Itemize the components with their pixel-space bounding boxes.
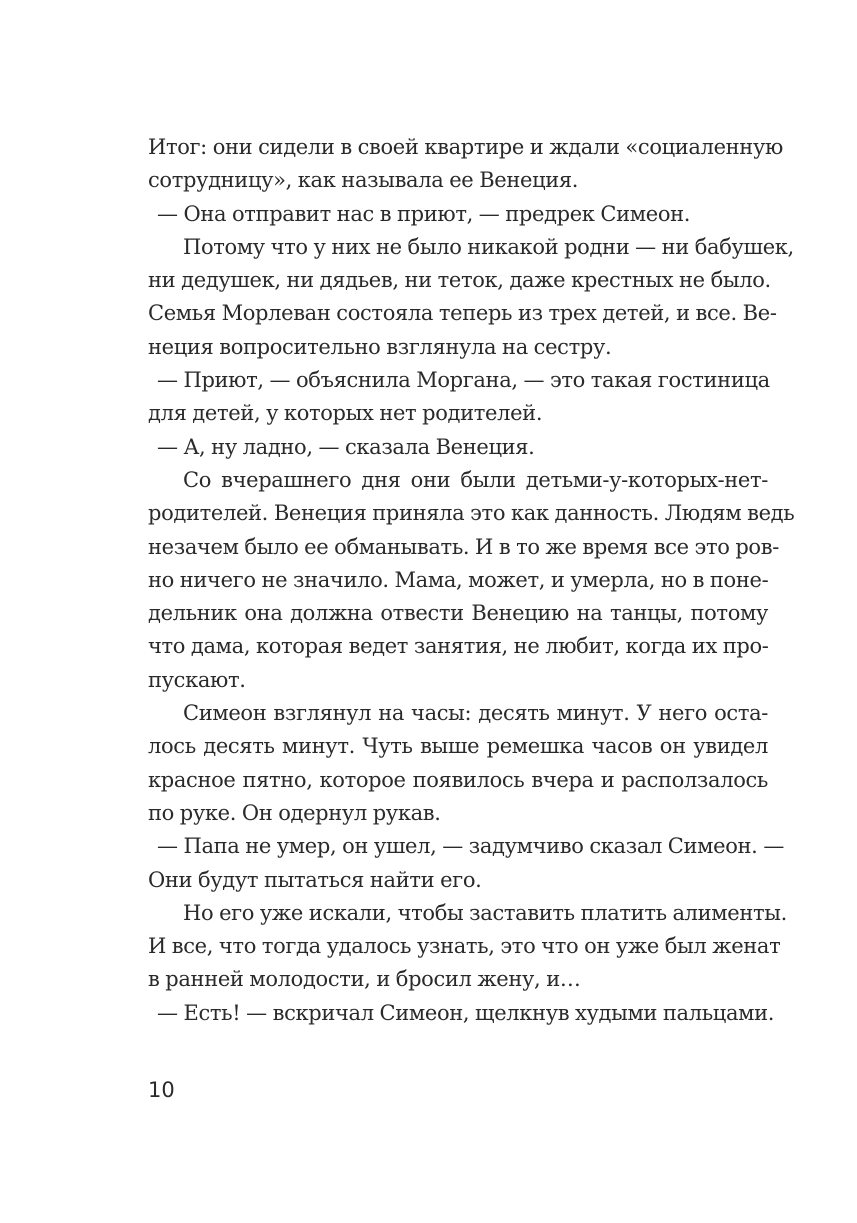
dialogue-line: — Папа не умер, он ушел, — задумчиво сказал Симеон. — [157,834,784,859]
text-line: неция вопросительно взглянула на сестру. [148,334,612,359]
text-line: в ранней молодости, и бросил жену, и… [148,967,581,992]
text-line: Они будут пытаться найти его. [148,867,482,892]
dialogue-line: — Есть! — вскричал Симеон, щелкнув худыми пальцами. [157,1000,775,1025]
text-line: И все, что тогда удалось узнать, это что он уже был женат [148,934,781,959]
dialogue-line: — Она отправит нас в приют, — предрек Симеон. [157,201,691,226]
paragraph-start-line: Со вчерашнего дня они были детьми-у-которых-нет- [183,467,768,492]
text-line: но ничего не значило. Мама, может, и умерла, но в поне- [148,567,769,592]
dialogue-line: — Приют, — объяснила Моргана, — это такая гостиница [157,368,770,393]
text-line: красное пятно, которое появилось вчера и расползалось [148,767,768,792]
text-line: незачем было ее обманывать. И в то же время все это ров- [148,534,779,559]
text-line: пускают. [148,667,246,692]
text-line: Итог: они сидели в своей квартире и ждали «социаленную [148,135,783,159]
body-text [148,131,795,1030]
paragraph-start-line: Симеон взглянул на часы: десять минут. У него оста- [183,701,768,726]
text-line: родителей. Венеция приняла это как данность. Людям ведь [148,501,795,526]
paragraph-start-line: Потому что у них не было никакой родни — ни бабушек, [183,234,794,259]
text-line: для детей, у которых нет родителей. [148,401,543,426]
page-number: 10 [148,1078,175,1102]
text-line: лось десять минут. Чуть выше ремешка часов он увидел [148,734,768,759]
dialogue-line: — А, ну ладно, — сказала Венеция. [157,434,535,459]
text-line: Семья Морлеван состояла теперь из трех детей, и все. Ве- [148,301,777,326]
text-line: сотрудницу», как называла ее Венеция. [148,168,579,193]
paragraph-start-line: Но его уже искали, чтобы заставить платить алименты. [183,900,787,925]
text-line: по руке. Он одернул рукав. [148,800,441,825]
text-line: ни дедушек, ни дядьев, ни теток, даже крестных не было. [148,268,771,293]
text-line: что дама, которая ведет занятия, не любит, когда их про- [148,634,769,659]
text-line: дельник она должна отвести Венецию на танцы, потому [148,601,768,626]
